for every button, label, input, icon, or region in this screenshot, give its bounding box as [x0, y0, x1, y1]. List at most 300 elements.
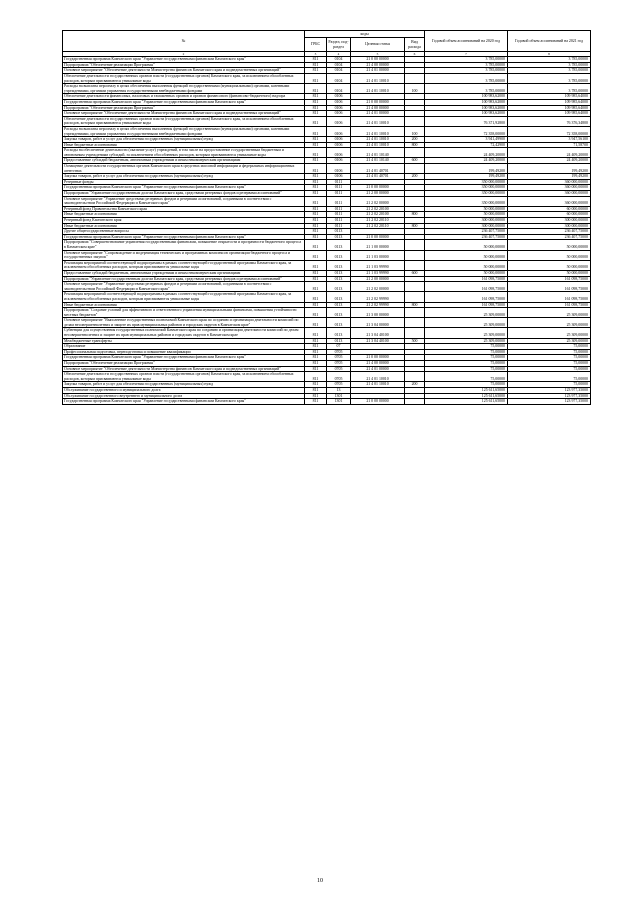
row-amount-2021: 199,49200: [508, 164, 591, 174]
row-amount-2020: 300 000,00000: [425, 218, 508, 224]
header-razdel: Раздел, под-раздел: [327, 38, 351, 52]
column-index: 5: [351, 52, 405, 57]
row-target-article: 21 4 01 00000: [351, 111, 405, 117]
row-name: Расходы на выплаты персоналу в целях обеспечения выполнения функций государственными (муниципальными) органами, казенными учреждениями, органами управления государственными внебюджетными фондами: [63, 126, 305, 136]
row-grbs: 811: [305, 212, 327, 218]
row-target-article: 21 4 01 10010: [351, 116, 405, 126]
row-amount-2020: 75,00000: [425, 361, 508, 367]
row-grbs: 811: [305, 308, 327, 318]
row-grbs: 811: [305, 73, 327, 83]
row-grbs: 811: [305, 68, 327, 74]
row-target-article: 21 2 02 99990: [351, 292, 405, 302]
budget-table: [62, 30, 591, 405]
row-grbs: 811: [305, 84, 327, 94]
row-amount-2021: 123 977,35000: [508, 393, 591, 399]
row-razdel: 0106: [327, 126, 351, 136]
row-amount-2021: 109 985,64000: [508, 99, 591, 105]
row-grbs: 811: [305, 229, 327, 235]
row-name: Основное мероприятие "Сопровождение и модернизация технических и программных комплексов организации бюджетного процесса и государственных закупок": [63, 250, 305, 260]
row-razdel: 1301: [327, 399, 351, 405]
row-grbs: 811: [305, 270, 327, 276]
row-grbs: 811: [305, 174, 327, 180]
row-amount-2021: 236 407,75000: [508, 229, 591, 235]
row-amount-2020: 50 000,00000: [425, 250, 508, 260]
row-expense-type: [405, 372, 425, 382]
page-number: 10: [317, 878, 323, 884]
row-amount-2020: 50 000,00000: [425, 206, 508, 212]
row-amount-2020: 72,42900: [425, 142, 508, 148]
row-amount-2021: 3 785,00000: [508, 68, 591, 74]
row-amount-2020: 24 409,20000: [425, 158, 508, 164]
row-amount-2021: 300 000,00000: [508, 223, 591, 229]
row-amount-2021: 25 309,00000: [508, 318, 591, 328]
column-index: 4: [327, 52, 351, 57]
row-target-article: 21 3 00 00000: [351, 308, 405, 318]
row-name: Реализация мероприятий соответствующей подпрограммы в рамках соответствующей государственной программы Камчатского края, за исключением обособленных расходов, которым присваиваются уникальные коды: [63, 292, 305, 302]
row-name: Резервный фонд Правительства Камчатского края: [63, 206, 305, 212]
row-razdel: 0705: [327, 355, 351, 361]
row-target-article: 21 3 04 40100: [351, 328, 405, 338]
row-razdel: 13: [327, 388, 351, 394]
row-target-article: 21 1 03 99990: [351, 260, 405, 270]
row-name: Предоставление субсидий бюджетным, автономным учреждениям и иным некоммерческим организациям: [63, 270, 305, 276]
row-amount-2020: 100 983,62000: [425, 105, 508, 111]
row-expense-type: [405, 164, 425, 174]
row-expense-type: [405, 73, 425, 83]
row-razdel: 0106: [327, 94, 351, 100]
row-target-article: 21 2 02 00000: [351, 282, 405, 292]
row-amount-2021: 360 000,00000: [508, 191, 591, 197]
row-amount-2020: 350 000,00000: [425, 191, 508, 197]
row-amount-2020: 3 785,00000: [425, 62, 508, 68]
row-amount-2021: 24 409,20000: [508, 148, 591, 158]
row-grbs: 811: [305, 318, 327, 328]
row-name: Основное мероприятие "Управление средствами резервных фондов и резервами ассигнований, созданными в соответствии с законодательством Российской Федерации и Камчатского края": [63, 196, 305, 206]
row-razdel: 0113: [327, 240, 351, 250]
row-name: Подпрограмма "Создание условий для эффективного и ответственного управления муниципальными финансами, повышения устойчивости местных бюджетов": [63, 308, 305, 318]
row-expense-type: 600: [405, 270, 425, 276]
row-amount-2020: 75,00000: [425, 355, 508, 361]
row-amount-2020: 50 000,00000: [425, 260, 508, 270]
row-grbs: 811: [305, 388, 327, 394]
row-name: Субвенции для осуществления государственных полномочий Камчатского края по созданию и организации деятельности комиссий по делам несовершеннолетних и защите их прав муниципальных районов и городских округов в Камчатском крае: [63, 328, 305, 338]
row-target-article: 21 4 01 00000: [351, 366, 405, 372]
row-razdel: 0113: [327, 328, 351, 338]
row-name: Иные бюджетные ассигнования: [63, 142, 305, 148]
table-row: [63, 328, 591, 338]
row-amount-2021: 50 000,00000: [508, 250, 591, 260]
row-expense-type: [405, 399, 425, 405]
column-index: 3: [305, 52, 327, 57]
row-amount-2020: 3 785,00000: [425, 84, 508, 94]
row-razdel: 0111: [327, 185, 351, 191]
row-razdel: 07: [327, 344, 351, 350]
row-amount-2020: 50 000,00000: [425, 212, 508, 218]
row-amount-2020: 300 000,00000: [425, 223, 508, 229]
row-target-article: 21 2 02 00000: [351, 196, 405, 206]
row-razdel: 0111: [327, 223, 351, 229]
row-target-article: 21 4 01 10010: [351, 73, 405, 83]
table-body: [63, 57, 591, 405]
row-name: Обслуживание государственного внутреннего и муниципального долга: [63, 393, 305, 399]
table-row: [63, 282, 591, 292]
row-expense-type: [405, 308, 425, 318]
row-target-article: 21 1 00 00000: [351, 240, 405, 250]
row-name: Образование: [63, 344, 305, 350]
row-amount-2021: 75,00000: [508, 366, 591, 372]
row-target-article: 21 4 01 40701: [351, 174, 405, 180]
row-amount-2020: 161 098,75000: [425, 276, 508, 282]
row-expense-type: [405, 292, 425, 302]
row-razdel: 0113: [327, 282, 351, 292]
row-name: Обеспечение деятельности государственных органов власти (государственных органов) Камчатского края, за исключением обособленных расходов, которым присваиваются уникальные коды: [63, 116, 305, 126]
row-amount-2020: 161 098,75000: [425, 292, 508, 302]
table-row: [63, 260, 591, 270]
row-amount-2020: 76 371,92800: [425, 116, 508, 126]
row-amount-2021: 75,00000: [508, 382, 591, 388]
row-amount-2020: 75,00000: [425, 372, 508, 382]
row-grbs: 811: [305, 276, 327, 282]
row-razdel: 0113: [327, 318, 351, 328]
row-expense-type: 100: [405, 126, 425, 136]
row-amount-2021: 60 000,00000: [508, 206, 591, 212]
row-grbs: 811: [305, 57, 327, 63]
row-amount-2021: 3 785,00000: [508, 57, 591, 63]
header-year-2021: Годовой объем ассигнований на 2021 год: [508, 31, 591, 52]
row-amount-2021: 50 000,00000: [508, 240, 591, 250]
row-name: Закупка товаров, работ и услуг для обеспечения государственных (муниципальных) нужд: [63, 382, 305, 388]
row-grbs: 811: [305, 185, 327, 191]
row-target-article: 21 4 01 40701: [351, 164, 405, 174]
row-target-article: 21 2 00 00000: [351, 276, 405, 282]
row-expense-type: [405, 328, 425, 338]
row-grbs: 811: [305, 250, 327, 260]
row-grbs: 811: [305, 116, 327, 126]
row-expense-type: [405, 318, 425, 328]
row-target-article: 21 3 04 40100: [351, 338, 405, 344]
row-amount-2021: 360 000,00000: [508, 185, 591, 191]
header-grbs: ГРБС: [305, 38, 327, 52]
row-amount-2020: 125 611,65000: [425, 388, 508, 394]
row-target-article: 21 4 00 00000: [351, 62, 405, 68]
row-expense-type: 600: [405, 158, 425, 164]
row-amount-2021: 25 309,00000: [508, 328, 591, 338]
row-name: Подпрограмма "Управление государственным долгом Камчатского края, средствами резервных фондов и резервами ассигнований": [63, 191, 305, 197]
row-expense-type: [405, 260, 425, 270]
row-target-article: 21 0 00 00000: [351, 185, 405, 191]
row-name: Реализация мероприятий соответствующей подпрограммы в рамках соответствующей государственной программы Камчатского края, за исключением обособленных расходов, которым присваиваются уникальные коды: [63, 260, 305, 270]
row-razdel: 0113: [327, 302, 351, 308]
row-name: Подпрограмма "Обеспечение реализации Программы": [63, 105, 305, 111]
row-target-article: 21 0 00 00000: [351, 355, 405, 361]
row-razdel: 0104: [327, 62, 351, 68]
row-grbs: 811: [305, 99, 327, 105]
row-expense-type: 500: [405, 338, 425, 344]
row-razdel: 0113: [327, 270, 351, 276]
row-razdel: 0113: [327, 292, 351, 302]
row-name: Обеспечение деятельности финансовых, налоговых и таможенных органов и органов финансового (финансово-бюджетного) надзора: [63, 94, 305, 100]
row-name: Иные бюджетные ассигнования: [63, 302, 305, 308]
row-target-article: 21 0 00 00000: [351, 57, 405, 63]
row-amount-2021: 3 947,56100: [508, 137, 591, 143]
row-razdel: 0113: [327, 234, 351, 240]
row-amount-2020: 100 983,62000: [425, 99, 508, 105]
row-razdel: 0113: [327, 276, 351, 282]
row-name: Подпрограмма "Обеспечение реализации Программы": [63, 62, 305, 68]
table-row: [63, 250, 591, 260]
row-razdel: 1301: [327, 393, 351, 399]
row-name: Другие общегосударственные вопросы: [63, 229, 305, 235]
row-target-article: 21 4 01 10010: [351, 142, 405, 148]
row-grbs: 811: [305, 328, 327, 338]
row-target-article: 21 1 03 00000: [351, 250, 405, 260]
row-expense-type: [405, 116, 425, 126]
row-target-article: 21 4 01 10010: [351, 382, 405, 388]
table-row: [63, 372, 591, 382]
row-name: Закупка товаров, работ и услуг для обеспечения государственных (муниципальных) нужд: [63, 174, 305, 180]
row-grbs: 811: [305, 344, 327, 350]
row-amount-2021: 24 409,20000: [508, 158, 591, 164]
row-amount-2021: 123 977,35000: [508, 399, 591, 405]
row-razdel: 0113: [327, 250, 351, 260]
table-row: [63, 126, 591, 136]
row-grbs: 811: [305, 361, 327, 367]
row-razdel: 0106: [327, 174, 351, 180]
row-razdel: 0106: [327, 148, 351, 158]
row-grbs: 811: [305, 62, 327, 68]
row-razdel: 0111: [327, 212, 351, 218]
row-amount-2021: 109 985,64000: [508, 111, 591, 117]
row-name: Резервный фонд Камчатского края: [63, 218, 305, 224]
row-target-article: 21 4 00 00000: [351, 105, 405, 111]
row-amount-2021: 360 000,00000: [508, 179, 591, 185]
row-grbs: 811: [305, 179, 327, 185]
row-amount-2020: 161 098,75000: [425, 282, 508, 292]
row-grbs: 811: [305, 355, 327, 361]
row-amount-2021: 50 000,00000: [508, 260, 591, 270]
row-amount-2020: 125 611,65000: [425, 399, 508, 405]
row-name: Обслуживание государственного и муниципального долга: [63, 388, 305, 394]
row-razdel: 0106: [327, 105, 351, 111]
row-target-article: 21 3 04 00000: [351, 318, 405, 328]
row-razdel: 0111: [327, 206, 351, 212]
row-name: Государственная программа Камчатского края "Управление государственными финансами Камчатского края": [63, 99, 305, 105]
row-target-article: 21 4 01 10140: [351, 148, 405, 158]
row-amount-2020: 75,00000: [425, 349, 508, 355]
row-amount-2021: 123 977,35000: [508, 388, 591, 394]
row-amount-2021: 161 098,75000: [508, 276, 591, 282]
row-amount-2020: 25 309,00000: [425, 328, 508, 338]
row-target-article: 21 0 00 00000: [351, 399, 405, 405]
header-codes: коды: [305, 31, 425, 38]
column-index: 8: [508, 52, 591, 57]
row-name: Резервные фонды: [63, 179, 305, 185]
row-target-article: 21 2 02 20100: [351, 212, 405, 218]
row-amount-2020: 161 098,75000: [425, 302, 508, 308]
row-amount-2021: 60 000,00000: [508, 212, 591, 218]
row-grbs: 811: [305, 260, 327, 270]
row-amount-2020: 199,49200: [425, 174, 508, 180]
row-expense-type: [405, 148, 425, 158]
row-razdel: 0111: [327, 196, 351, 206]
row-amount-2021: 71,58700: [508, 142, 591, 148]
row-name: Обеспечение деятельности государственных органов власти (государственных органов) Камчатского края, за исключением обособленных расходов, которым присваиваются уникальные коды: [63, 73, 305, 83]
row-expense-type: 800: [405, 142, 425, 148]
row-name: Профессиональная подготовка, переподготовка и повышение квалификации: [63, 349, 305, 355]
table-header: [63, 31, 591, 57]
row-amount-2020: 24 409,20000: [425, 148, 508, 158]
row-grbs: 811: [305, 218, 327, 224]
row-razdel: 0106: [327, 164, 351, 174]
row-amount-2020: 75,00000: [425, 382, 508, 388]
row-target-article: 21 2 02 20100: [351, 206, 405, 212]
row-amount-2020: 350 000,00000: [425, 196, 508, 206]
row-expense-type: 200: [405, 382, 425, 388]
row-amount-2021: 25 309,00000: [508, 338, 591, 344]
row-expense-type: [405, 250, 425, 260]
row-name: Иные бюджетные ассигнования: [63, 212, 305, 218]
row-name: Обеспечение деятельности государственных органов власти (государственных органов) Камчатского края, за исключением обособленных расходов, которым присваиваются уникальные коды: [63, 372, 305, 382]
row-razdel: 0104: [327, 57, 351, 63]
row-razdel: 0113: [327, 308, 351, 318]
row-expense-type: 800: [405, 212, 425, 218]
row-amount-2020: 25 309,00000: [425, 308, 508, 318]
row-grbs: 811: [305, 148, 327, 158]
row-grbs: 811: [305, 223, 327, 229]
row-grbs: 811: [305, 338, 327, 344]
column-index: 6: [405, 52, 425, 57]
row-name: Основное мероприятие "Обеспечение деятельности Министерства финансов Камчатского края и подведомственных организаций": [63, 68, 305, 74]
row-amount-2021: 75,00000: [508, 355, 591, 361]
row-razdel: 0106: [327, 158, 351, 164]
row-razdel: 0104: [327, 73, 351, 83]
row-amount-2021: 75,00000: [508, 344, 591, 350]
row-razdel: 0113: [327, 260, 351, 270]
row-target-article: 21 4 01 10140: [351, 158, 405, 164]
row-expense-type: [405, 240, 425, 250]
row-target-article: 21 2 02 99990: [351, 302, 405, 308]
row-amount-2021: 75,00000: [508, 372, 591, 382]
row-name: Государственная программа Камчатского края "Управление государственными финансами Камчатского края": [63, 185, 305, 191]
row-razdel: 0106: [327, 137, 351, 143]
row-amount-2021: 3 785,00000: [508, 73, 591, 83]
row-amount-2020: 3 785,00000: [425, 68, 508, 74]
row-expense-type: 800: [405, 302, 425, 308]
row-amount-2021: 75,00000: [508, 349, 591, 355]
row-grbs: 811: [305, 399, 327, 405]
row-amount-2021: 25 309,00000: [508, 308, 591, 318]
row-target-article: 21 2 00 00000: [351, 191, 405, 197]
row-grbs: 811: [305, 292, 327, 302]
table-row: [63, 399, 591, 405]
row-amount-2021: 161 098,75000: [508, 292, 591, 302]
row-name: Иные бюджетные ассигнования: [63, 223, 305, 229]
row-name: Подпрограмма "Обеспечение реализации Программы": [63, 361, 305, 367]
row-expense-type: 200: [405, 174, 425, 180]
row-grbs: 811: [305, 382, 327, 388]
row-grbs: 811: [305, 158, 327, 164]
row-amount-2020: 350 000,00000: [425, 185, 508, 191]
row-name: Межбюджетные трансферты: [63, 338, 305, 344]
row-grbs: 811: [305, 137, 327, 143]
row-name: Закупка товаров, работ и услуг для обеспечения государственных (муниципальных) нужд: [63, 137, 305, 143]
table-row: [63, 308, 591, 318]
table-row: [63, 196, 591, 206]
row-amount-2021: 3 785,00000: [508, 62, 591, 68]
header-expense-type: Вид расхода: [405, 38, 425, 52]
row-name: Основное мероприятие "Обеспечение деятельности Министерства финансов Камчатского края и подведомственных организаций": [63, 366, 305, 372]
row-razdel: 0106: [327, 142, 351, 148]
row-amount-2021: 75,00000: [508, 361, 591, 367]
row-grbs: 811: [305, 94, 327, 100]
column-index: 2: [63, 52, 305, 57]
row-amount-2021: 50 000,00000: [508, 270, 591, 276]
table-row: [63, 292, 591, 302]
row-amount-2020: 199,49200: [425, 164, 508, 174]
row-name: Расходы на выплаты персоналу в целях обеспечения выполнения функций государственными (муниципальными) органами, казенными учреждениями, органами управления государственными внебюджетными фондами: [63, 84, 305, 94]
row-razdel: 0104: [327, 68, 351, 74]
row-target-article: 21 2 02 20110: [351, 223, 405, 229]
table-row: [63, 84, 591, 94]
row-target-article: 21 2 02 20110: [351, 218, 405, 224]
row-name: Расходы на обеспечение деятельности (оказание услуг) учреждений, в том числе на предоставление государственным бюджетным и автономным учреждениям субсидий, за исключением обособленных расходов, которым присваиваются уникальные коды: [63, 148, 305, 158]
row-amount-2021: 109 985,64000: [508, 94, 591, 100]
row-amount-2021: 236 407,75000: [508, 234, 591, 240]
table-row: [63, 164, 591, 174]
row-razdel: 0705: [327, 361, 351, 367]
row-grbs: 811: [305, 372, 327, 382]
row-target-article: 21 1 03 99990: [351, 270, 405, 276]
row-grbs: 811: [305, 240, 327, 250]
row-razdel: 0106: [327, 111, 351, 117]
header-target-article: Целевая статья: [351, 38, 405, 52]
row-razdel: 0113: [327, 338, 351, 344]
row-amount-2021: 199,49200: [508, 174, 591, 180]
row-name: Государственная программа Камчатского края "Управление государственными финансами Камчатского края": [63, 234, 305, 240]
row-amount-2020: 3 941,49900: [425, 137, 508, 143]
row-grbs: 811: [305, 111, 327, 117]
row-expense-type: [405, 282, 425, 292]
row-expense-type: 100: [405, 84, 425, 94]
row-amount-2020: 350 000,00000: [425, 179, 508, 185]
row-amount-2020: 50 000,00000: [425, 270, 508, 276]
row-grbs: 811: [305, 105, 327, 111]
row-razdel: 0104: [327, 84, 351, 94]
row-target-article: 21 0 00 00000: [351, 234, 405, 240]
row-target-article: 21 4 01 00000: [351, 68, 405, 74]
row-target-article: 21 4 01 10010: [351, 84, 405, 94]
row-amount-2020: 75,00000: [425, 366, 508, 372]
column-index: 7: [425, 52, 508, 57]
row-amount-2020: 100 983,62000: [425, 111, 508, 117]
row-razdel: 0106: [327, 99, 351, 105]
row-grbs: 811: [305, 282, 327, 292]
row-expense-type: [405, 196, 425, 206]
row-target-article: 21 4 01 10010: [351, 372, 405, 382]
table-row: [63, 73, 591, 83]
row-razdel: 0705: [327, 366, 351, 372]
row-razdel: 0111: [327, 179, 351, 185]
table-row: [63, 240, 591, 250]
row-grbs: 811: [305, 142, 327, 148]
row-expense-type: 800: [405, 223, 425, 229]
row-target-article: 21 4 01 10010: [351, 126, 405, 136]
row-grbs: 811: [305, 234, 327, 240]
row-amount-2020: 50 000,00000: [425, 240, 508, 250]
row-amount-2020: 72 358,00000: [425, 126, 508, 136]
table-row: [63, 318, 591, 328]
row-grbs: 811: [305, 366, 327, 372]
